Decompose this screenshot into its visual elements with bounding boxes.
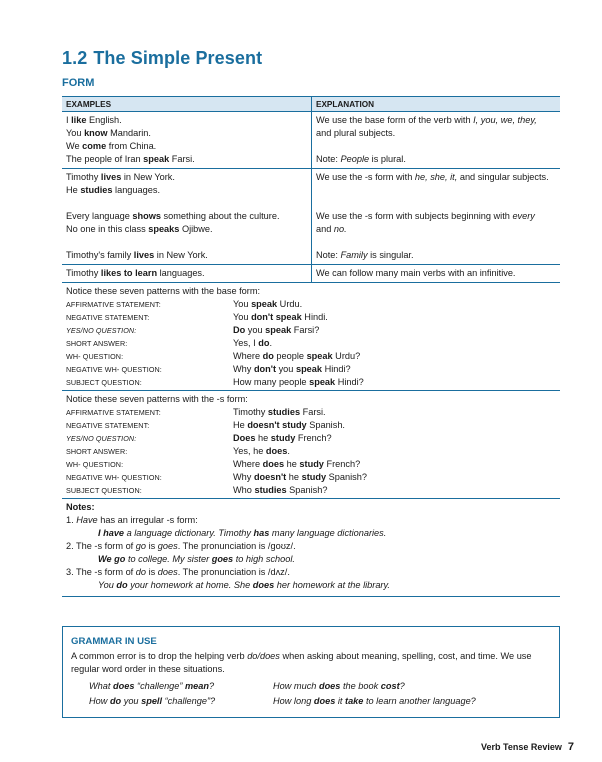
example-row	[71, 680, 551, 693]
base-form-patterns	[62, 283, 560, 391]
section-title-text: The Simple Present	[93, 48, 263, 68]
pattern-row: NEGATIVE WH- QUESTION: Why doesn't he study Spanish?	[66, 472, 367, 482]
example-line: You know Mandarin.	[66, 128, 151, 138]
patterns-intro: Notice these seven patterns with the -s form:	[66, 394, 248, 404]
pattern-row: WH- QUESTION: Where does he study French?	[66, 459, 361, 469]
pattern-row: YES/NO QUESTION: Do you speak Farsi?	[66, 325, 320, 335]
pattern-row: SUBJECT QUESTION: How many people speak Hindi?	[66, 377, 364, 387]
note-3: 3. The -s form of do is does. The pronunciation is /dʌz/.	[66, 567, 290, 577]
example-line: Timothy lives in New York.	[66, 172, 175, 182]
table-row	[62, 169, 560, 265]
footer-section: Verb Tense Review	[481, 742, 562, 752]
section-title	[62, 48, 262, 69]
examples-cell: Timothy likes to learn languages.	[66, 268, 205, 278]
section-number: 1.2	[62, 48, 88, 68]
s-form-patterns	[62, 391, 560, 499]
example-line: He studies languages.	[66, 185, 160, 195]
page-footer	[481, 741, 574, 753]
note-3-example: You do your homework at home. She does her homework at the library.	[98, 580, 390, 590]
explanation-note: Note: Family is singular.	[316, 250, 414, 260]
grammar-in-use-title: GRAMMAR IN USE	[71, 636, 157, 647]
grammar-in-use-box	[62, 626, 560, 718]
example-line: Every language shows something about the culture.	[66, 211, 280, 221]
pattern-row: NEGATIVE WH- QUESTION: Why don't you speak Hindi?	[66, 364, 351, 374]
explanation-line: We use the -s form with subjects beginning with every	[316, 211, 535, 221]
note-2-example: We go to college. My sister goes to high school.	[98, 554, 295, 564]
example-item: How long does it take to learn another language?	[273, 696, 476, 706]
explanation-line: and plural subjects.	[316, 128, 396, 138]
pattern-row: NEGATIVE STATEMENT: You don't speak Hindi.	[66, 312, 328, 322]
table-row	[62, 265, 560, 283]
explanation-note: Note: People is plural.	[316, 154, 406, 164]
notes-section	[62, 499, 560, 597]
pattern-row: WH- QUESTION: Where do people speak Urdu?	[66, 351, 361, 361]
pattern-row: SHORT ANSWER: Yes, I do.	[66, 338, 272, 348]
explanation-line: We use the base form of the verb with I, you, we, they,	[316, 115, 537, 125]
example-line: Timothy's family lives in New York.	[66, 250, 208, 260]
pattern-row: AFFIRMATIVE STATEMENT: Timothy studies Farsi.	[66, 407, 326, 417]
table-row	[62, 112, 560, 169]
note-2: 2. The -s form of go is goes. The pronunciation is /goʊz/.	[66, 541, 296, 551]
pattern-row: NEGATIVE STATEMENT: He doesn't study Spanish.	[66, 420, 345, 430]
grammar-in-use-text-2: regular word order in these situations.	[71, 664, 225, 674]
example-item: How much does the book cost?	[273, 681, 405, 691]
header-examples: EXAMPLES	[66, 100, 112, 109]
example-line: The people of Iran speak Farsi.	[66, 154, 195, 164]
explanation-cell	[311, 169, 560, 264]
pattern-row: AFFIRMATIVE STATEMENT: You speak Urdu.	[66, 299, 303, 309]
pattern-row: SUBJECT QUESTION: Who studies Spanish?	[66, 485, 328, 495]
explanation-line: and no.	[316, 224, 347, 234]
pattern-row: YES/NO QUESTION: Does he study French?	[66, 433, 332, 443]
explanation-cell	[311, 112, 560, 168]
patterns-intro: Notice these seven patterns with the base form:	[66, 286, 261, 296]
example-item: How do you spell “challenge”?	[89, 696, 216, 706]
example-item: What does “challenge” mean?	[89, 681, 215, 691]
example-line: No one in this class speaks Ojibwe.	[66, 224, 213, 234]
explanation-line: We use the -s form with he, she, it, and singular subjects.	[316, 172, 549, 182]
page-number: 7	[567, 741, 574, 753]
example-line: We come from China.	[66, 141, 157, 151]
example-line: I like English.	[66, 115, 122, 125]
notes-title: Notes:	[66, 502, 95, 512]
note-1-example: I have a language dictionary. Timothy has many language dictionaries.	[98, 528, 387, 538]
explanation-cell: We can follow many main verbs with an infinitive.	[311, 265, 560, 282]
example-row	[71, 695, 551, 708]
grammar-in-use-text: A common error is to drop the helping verb do/does when asking about meaning, spelling, cost, and time. We use	[71, 651, 532, 661]
form-label: FORM	[62, 77, 95, 89]
note-1: 1. Have has an irregular -s form:	[66, 515, 198, 525]
grammar-table	[62, 96, 560, 597]
pattern-row: SHORT ANSWER: Yes, he does.	[66, 446, 290, 456]
examples-cell	[62, 112, 311, 168]
examples-cell	[62, 169, 311, 264]
header-explanation: EXPLANATION	[311, 97, 560, 111]
table-header	[62, 96, 560, 112]
